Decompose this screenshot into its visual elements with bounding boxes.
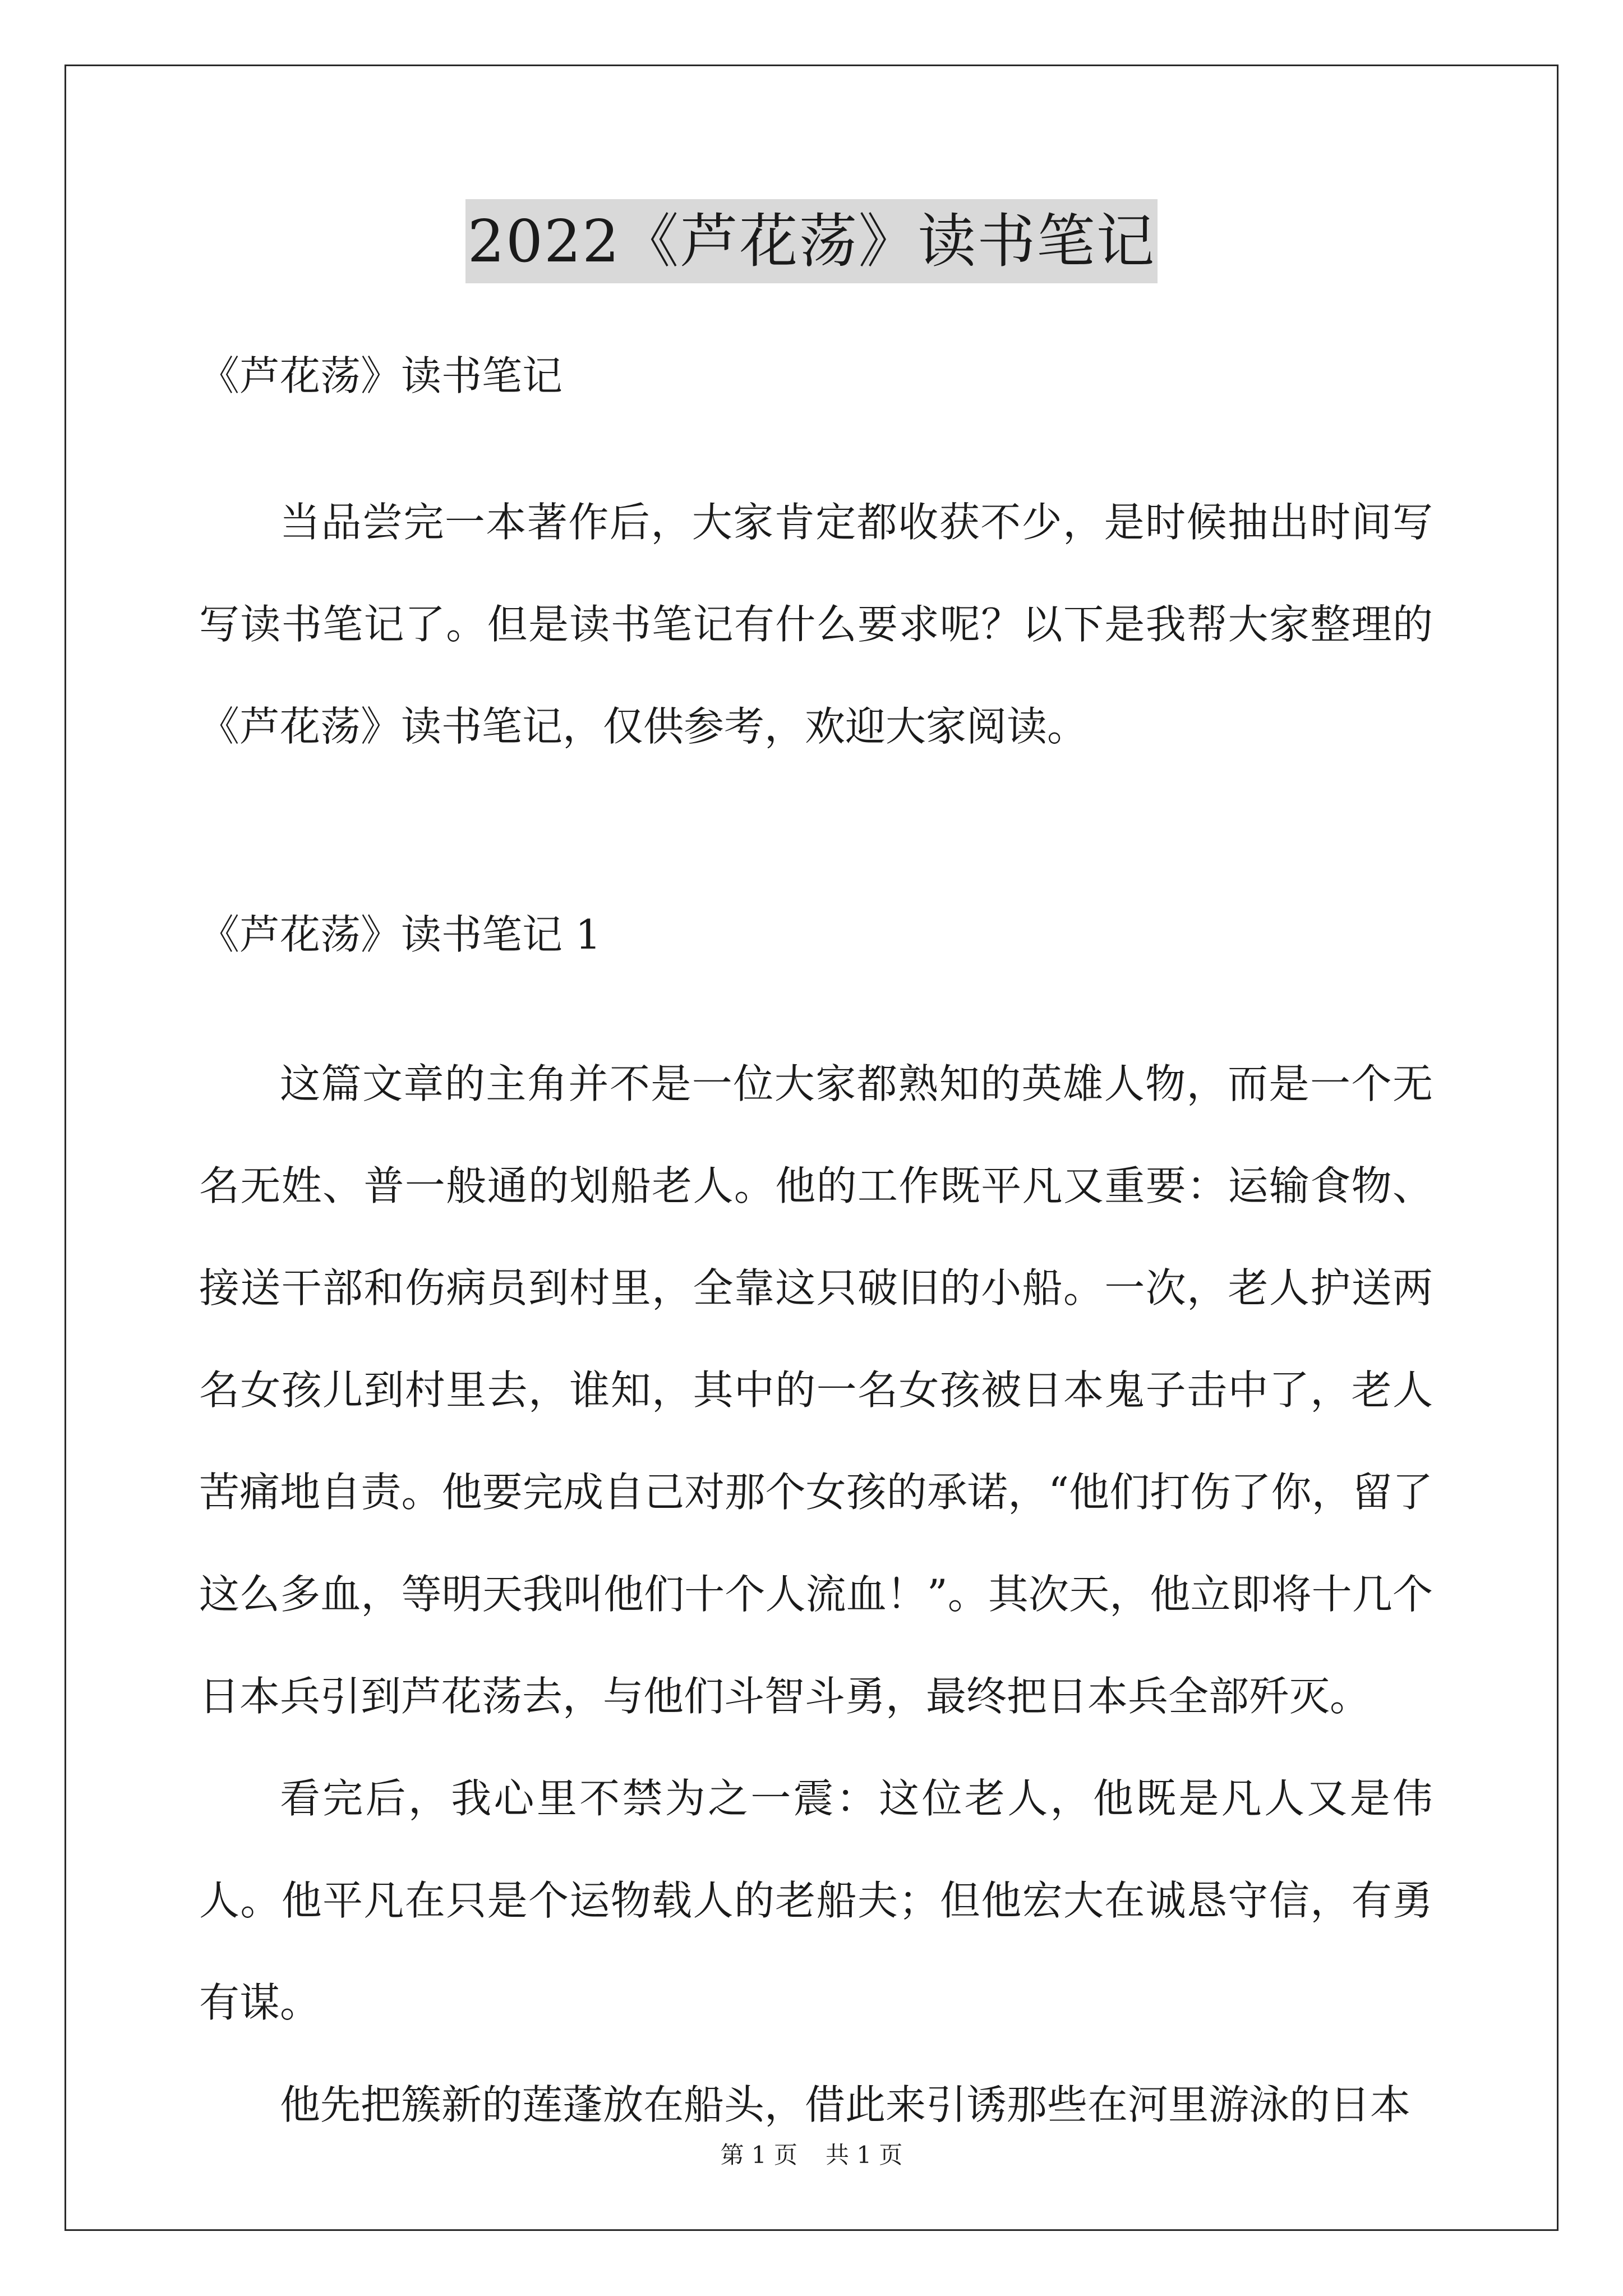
- page-footer: [0, 2138, 1623, 2172]
- section-heading: 《芦花荡》读书笔记 1: [199, 911, 601, 958]
- document-title: 2022《芦花荡》读书笔记: [465, 199, 1158, 283]
- document-body: [199, 348, 1433, 2156]
- body-paragraph: 这篇文章的主角并不是一位大家都熟知的英雄人物，而是一个无名无姓、普一般通的划船老人。他的工作既平凡又重要：运输食物、接送干部和伤病员到村里，全靠这只破旧的小船。一次，老人护送两名女孩儿到村里去，谁知，其中的一名女孩被日本鬼子击中了，老人苦痛地自责。他要完成自己对那个女孩的承诺，“他们打伤了你，留了这么多血，等明天我叫他们十个人流血！”。其次天，他立即将十几个日本兵引到芦花荡去，与他们斗智斗勇，最终把日本兵全部歼灭。: [199, 1060, 1433, 1720]
- body-paragraph: 他先把簇新的莲蓬放在船头，借此来引诱那些在河里游泳的日本: [280, 2081, 1411, 2128]
- page-total: 共 1 页: [826, 2141, 903, 2169]
- body-paragraph: 看完后，我心里不禁为之一震：这位老人，他既是凡人又是伟人。他平凡在只是个运物载人的老船夫；但他宏大在诚恳守信，有勇有谋。: [199, 1775, 1433, 2026]
- intro-paragraph: 当品尝完一本著作后，大家肯定都收获不少，是时候抽出时间写写读书笔记了。但是读书笔记有什么要求呢？以下是我帮大家整理的《芦花荡》读书笔记，仅供参考，欢迎大家阅读。: [199, 499, 1433, 750]
- title-block: [0, 199, 1623, 283]
- page-number: 第 1 页: [720, 2141, 797, 2169]
- document-subtitle: 《芦花荡》读书笔记: [199, 352, 563, 399]
